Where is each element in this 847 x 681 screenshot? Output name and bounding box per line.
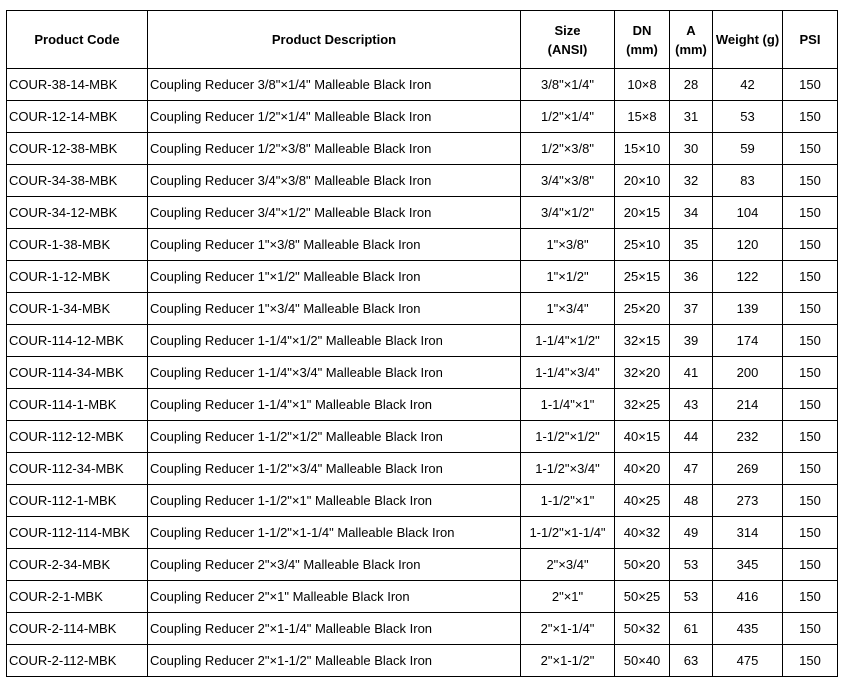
cell-dn: 20×15 <box>615 197 670 229</box>
cell-dn: 25×20 <box>615 293 670 325</box>
cell-product-code: COUR-38-14-MBK <box>7 69 148 101</box>
header-product-description: Product Description <box>148 11 521 69</box>
cell-a: 63 <box>670 645 713 677</box>
cell-product-description: Coupling Reducer 2"×1-1/4" Malleable Black Iron <box>148 613 521 645</box>
table-row <box>7 421 838 453</box>
cell-psi: 150 <box>783 229 838 261</box>
cell-size: 1-1/2"×1-1/4" <box>521 517 615 549</box>
cell-product-code: COUR-114-12-MBK <box>7 325 148 357</box>
cell-weight: 314 <box>713 517 783 549</box>
cell-a: 36 <box>670 261 713 293</box>
cell-product-description: Coupling Reducer 1"×3/8" Malleable Black Iron <box>148 229 521 261</box>
cell-psi: 150 <box>783 69 838 101</box>
cell-dn: 50×25 <box>615 581 670 613</box>
cell-weight: 59 <box>713 133 783 165</box>
header-size-line2: (ANSI) <box>547 41 588 57</box>
cell-product-code: COUR-2-114-MBK <box>7 613 148 645</box>
header-product-code: Product Code <box>7 11 148 69</box>
cell-a: 41 <box>670 357 713 389</box>
cell-weight: 200 <box>713 357 783 389</box>
cell-psi: 150 <box>783 293 838 325</box>
cell-product-description: Coupling Reducer 1-1/4"×1" Malleable Black Iron <box>148 389 521 421</box>
cell-dn: 50×20 <box>615 549 670 581</box>
table-row <box>7 325 838 357</box>
cell-product-code: COUR-112-34-MBK <box>7 453 148 485</box>
cell-product-description: Coupling Reducer 1-1/2"×3/4" Malleable Black Iron <box>148 453 521 485</box>
header-dn <box>615 11 670 69</box>
header-size <box>521 11 615 69</box>
cell-psi: 150 <box>783 549 838 581</box>
cell-dn: 32×15 <box>615 325 670 357</box>
header-size-line1: Size <box>554 22 581 38</box>
cell-product-code: COUR-1-38-MBK <box>7 229 148 261</box>
cell-weight: 122 <box>713 261 783 293</box>
table-row <box>7 485 838 517</box>
cell-product-description: Coupling Reducer 1-1/4"×3/4" Malleable Black Iron <box>148 357 521 389</box>
table-row <box>7 357 838 389</box>
cell-weight: 416 <box>713 581 783 613</box>
cell-product-description: Coupling Reducer 1/2"×1/4" Malleable Black Iron <box>148 101 521 133</box>
cell-size: 1"×3/4" <box>521 293 615 325</box>
cell-weight: 120 <box>713 229 783 261</box>
cell-product-description: Coupling Reducer 1-1/4"×1/2" Malleable Black Iron <box>148 325 521 357</box>
cell-psi: 150 <box>783 421 838 453</box>
cell-weight: 269 <box>713 453 783 485</box>
cell-dn: 10×8 <box>615 69 670 101</box>
cell-dn: 25×10 <box>615 229 670 261</box>
table-row <box>7 613 838 645</box>
cell-product-code: COUR-12-14-MBK <box>7 101 148 133</box>
header-weight: Weight (g) <box>713 11 783 69</box>
cell-size: 1/2"×1/4" <box>521 101 615 133</box>
cell-weight: 345 <box>713 549 783 581</box>
cell-psi: 150 <box>783 133 838 165</box>
cell-product-code: COUR-12-38-MBK <box>7 133 148 165</box>
cell-dn: 50×32 <box>615 613 670 645</box>
cell-size: 1"×1/2" <box>521 261 615 293</box>
cell-weight: 139 <box>713 293 783 325</box>
cell-product-code: COUR-2-112-MBK <box>7 645 148 677</box>
cell-a: 28 <box>670 69 713 101</box>
cell-product-code: COUR-34-38-MBK <box>7 165 148 197</box>
cell-product-code: COUR-112-114-MBK <box>7 517 148 549</box>
cell-size: 1-1/4"×3/4" <box>521 357 615 389</box>
cell-psi: 150 <box>783 485 838 517</box>
cell-product-description: Coupling Reducer 2"×1" Malleable Black Iron <box>148 581 521 613</box>
header-dn-line1: DN <box>632 22 652 38</box>
table-row <box>7 581 838 613</box>
cell-psi: 150 <box>783 613 838 645</box>
cell-psi: 150 <box>783 165 838 197</box>
table-row <box>7 261 838 293</box>
header-a-line2: (mm) <box>675 41 707 57</box>
cell-psi: 150 <box>783 453 838 485</box>
cell-psi: 150 <box>783 645 838 677</box>
cell-weight: 232 <box>713 421 783 453</box>
cell-product-description: Coupling Reducer 3/8"×1/4" Malleable Black Iron <box>148 69 521 101</box>
cell-psi: 150 <box>783 357 838 389</box>
cell-a: 61 <box>670 613 713 645</box>
cell-psi: 150 <box>783 517 838 549</box>
cell-a: 32 <box>670 165 713 197</box>
product-table <box>6 10 838 677</box>
table-row <box>7 197 838 229</box>
cell-dn: 32×20 <box>615 357 670 389</box>
table-row <box>7 389 838 421</box>
cell-dn: 40×15 <box>615 421 670 453</box>
cell-psi: 150 <box>783 325 838 357</box>
cell-a: 30 <box>670 133 713 165</box>
table-row <box>7 133 838 165</box>
cell-psi: 150 <box>783 197 838 229</box>
cell-product-code: COUR-1-34-MBK <box>7 293 148 325</box>
cell-size: 1-1/2"×3/4" <box>521 453 615 485</box>
cell-product-code: COUR-112-1-MBK <box>7 485 148 517</box>
cell-product-description: Coupling Reducer 1-1/2"×1" Malleable Black Iron <box>148 485 521 517</box>
cell-psi: 150 <box>783 101 838 133</box>
cell-a: 49 <box>670 517 713 549</box>
cell-dn: 50×40 <box>615 645 670 677</box>
cell-a: 37 <box>670 293 713 325</box>
header-dn-line2: (mm) <box>626 41 658 57</box>
cell-product-description: Coupling Reducer 3/4"×3/8" Malleable Black Iron <box>148 165 521 197</box>
cell-dn: 20×10 <box>615 165 670 197</box>
cell-a: 43 <box>670 389 713 421</box>
cell-psi: 150 <box>783 389 838 421</box>
cell-product-description: Coupling Reducer 1-1/2"×1-1/4" Malleable Black Iron <box>148 517 521 549</box>
cell-a: 47 <box>670 453 713 485</box>
cell-dn: 32×25 <box>615 389 670 421</box>
cell-dn: 40×25 <box>615 485 670 517</box>
cell-a: 53 <box>670 549 713 581</box>
cell-dn: 40×20 <box>615 453 670 485</box>
cell-size: 1-1/2"×1/2" <box>521 421 615 453</box>
cell-weight: 42 <box>713 69 783 101</box>
cell-product-description: Coupling Reducer 1-1/2"×1/2" Malleable Black Iron <box>148 421 521 453</box>
table-row <box>7 453 838 485</box>
cell-weight: 214 <box>713 389 783 421</box>
cell-product-code: COUR-114-34-MBK <box>7 357 148 389</box>
table-row <box>7 517 838 549</box>
cell-weight: 475 <box>713 645 783 677</box>
cell-product-code: COUR-2-34-MBK <box>7 549 148 581</box>
cell-dn: 15×8 <box>615 101 670 133</box>
cell-a: 44 <box>670 421 713 453</box>
header-row <box>7 11 838 69</box>
cell-size: 2"×1-1/4" <box>521 613 615 645</box>
cell-product-code: COUR-114-1-MBK <box>7 389 148 421</box>
cell-size: 1/2"×3/8" <box>521 133 615 165</box>
table-row <box>7 293 838 325</box>
cell-weight: 53 <box>713 101 783 133</box>
cell-size: 1-1/4"×1/2" <box>521 325 615 357</box>
cell-size: 1-1/4"×1" <box>521 389 615 421</box>
header-a <box>670 11 713 69</box>
header-a-line1: A <box>686 22 696 38</box>
cell-a: 48 <box>670 485 713 517</box>
cell-product-code: COUR-2-1-MBK <box>7 581 148 613</box>
table-row <box>7 229 838 261</box>
cell-product-description: Coupling Reducer 3/4"×1/2" Malleable Black Iron <box>148 197 521 229</box>
cell-a: 39 <box>670 325 713 357</box>
cell-product-code: COUR-112-12-MBK <box>7 421 148 453</box>
cell-product-description: Coupling Reducer 2"×3/4" Malleable Black Iron <box>148 549 521 581</box>
cell-size: 3/4"×1/2" <box>521 197 615 229</box>
cell-a: 31 <box>670 101 713 133</box>
cell-size: 2"×1-1/2" <box>521 645 615 677</box>
table-row <box>7 101 838 133</box>
cell-product-code: COUR-1-12-MBK <box>7 261 148 293</box>
cell-product-description: Coupling Reducer 2"×1-1/2" Malleable Black Iron <box>148 645 521 677</box>
cell-weight: 174 <box>713 325 783 357</box>
cell-a: 35 <box>670 229 713 261</box>
cell-a: 53 <box>670 581 713 613</box>
header-psi: PSI <box>783 11 838 69</box>
cell-size: 3/8"×1/4" <box>521 69 615 101</box>
cell-product-description: Coupling Reducer 1/2"×3/8" Malleable Black Iron <box>148 133 521 165</box>
cell-dn: 15×10 <box>615 133 670 165</box>
table-row <box>7 549 838 581</box>
cell-weight: 83 <box>713 165 783 197</box>
cell-psi: 150 <box>783 261 838 293</box>
cell-size: 1"×3/8" <box>521 229 615 261</box>
table-row <box>7 645 838 677</box>
cell-a: 34 <box>670 197 713 229</box>
cell-dn: 40×32 <box>615 517 670 549</box>
cell-psi: 150 <box>783 581 838 613</box>
cell-weight: 273 <box>713 485 783 517</box>
cell-product-description: Coupling Reducer 1"×1/2" Malleable Black Iron <box>148 261 521 293</box>
cell-size: 2"×1" <box>521 581 615 613</box>
table-row <box>7 69 838 101</box>
cell-product-code: COUR-34-12-MBK <box>7 197 148 229</box>
cell-size: 1-1/2"×1" <box>521 485 615 517</box>
cell-size: 3/4"×3/8" <box>521 165 615 197</box>
cell-size: 2"×3/4" <box>521 549 615 581</box>
cell-weight: 104 <box>713 197 783 229</box>
table-row <box>7 165 838 197</box>
cell-dn: 25×15 <box>615 261 670 293</box>
cell-product-description: Coupling Reducer 1"×3/4" Malleable Black Iron <box>148 293 521 325</box>
cell-weight: 435 <box>713 613 783 645</box>
